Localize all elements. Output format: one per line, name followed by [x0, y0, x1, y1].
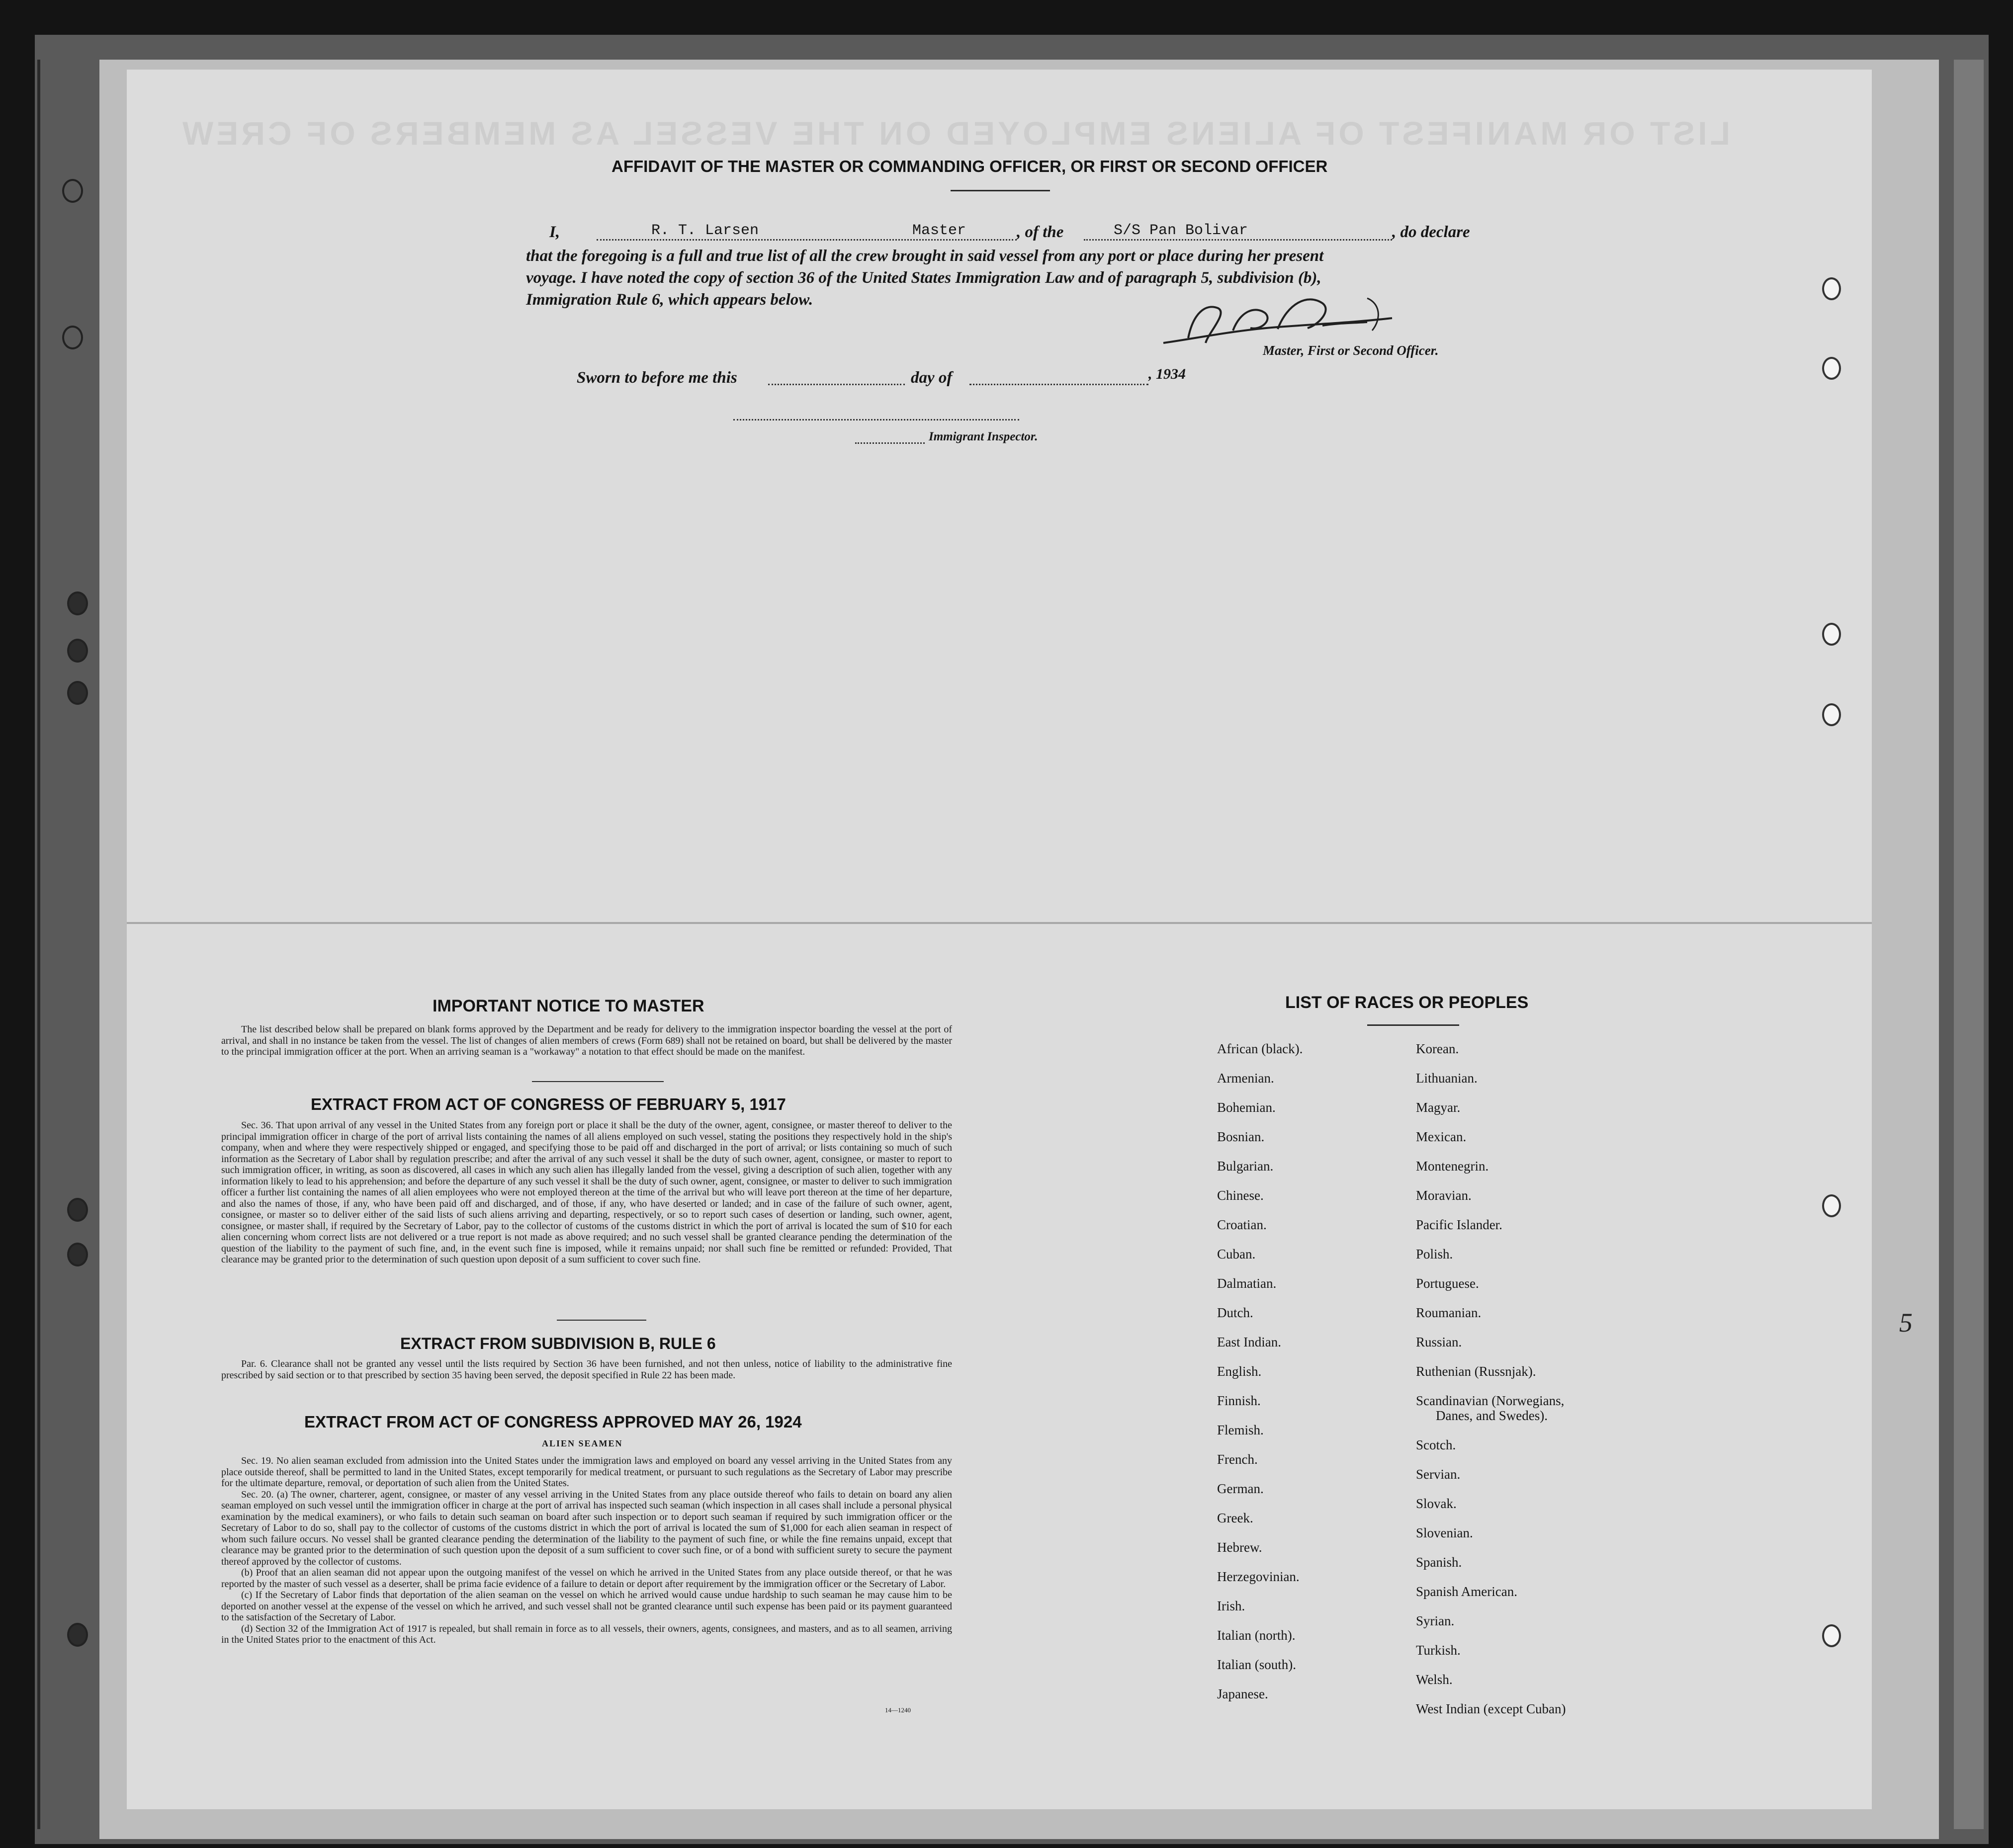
- affidavit-prefix: I,: [549, 223, 560, 241]
- race-item: Croatian.: [1217, 1217, 1267, 1232]
- master-name: R. T. Larsen: [651, 222, 759, 239]
- inspector-caption: Immigrant Inspector.: [929, 430, 1038, 443]
- race-item: Danes, and Swedes).: [1436, 1408, 1548, 1423]
- race-item: Finnish.: [1217, 1393, 1261, 1408]
- punch-hole: [1822, 703, 1841, 726]
- race-item: African (black).: [1217, 1041, 1303, 1056]
- races-right-column: [1416, 1034, 1566, 1724]
- notice-text: The list described below shall be prepared on blank forms approved by the Department and be ready for delivery to the immigration inspector boarding the vessel at the port of arrival, and shall in no instance be taken from the vessel. The list of changes of alien members of crews (Form 689) shall not be retained on board, but shall be delivered by the master to the principal immigration officer at the port. When an arriving seaman is a "workaway" a notation to that effect should be made on the manifest.: [221, 1024, 952, 1057]
- race-item: Chinese.: [1217, 1188, 1264, 1203]
- bleed-through-text: LIST OR MANIFEST OF ALIENS EMPLOYED ON THE VESSEL AS MEMBERS OF CREW: [179, 115, 1730, 152]
- binder-hole: [67, 1243, 88, 1266]
- punch-hole: [1822, 357, 1841, 380]
- master-rank: Master: [912, 222, 966, 239]
- extract-1917-body: [221, 1120, 952, 1265]
- race-item: Turkish.: [1416, 1643, 1461, 1658]
- binder-hole: [67, 639, 88, 663]
- race-item: East Indian.: [1217, 1335, 1281, 1349]
- declare-label: , do declare: [1392, 223, 1470, 241]
- sec-36-text: Sec. 36. That upon arrival of any vessel in the United States from any foreign port or place it shall be the duty of the owner, agent, consignee, or master thereof to deliver to the principal immigration officer in charge of the port of arrival lists containing the names of all aliens employed on such vessel, stating the positions they respectively hold in the ship's company, when and where they were respectively shipped or engaged, and specifying those to be paid off and discharged in the port of arrival; or lists containing so much of such information as the Secretary of Labor shall by regulation prescribe; and after the arrival of any such vessel it shall be the duty of such owner, agent, consignee, or master to report to such immigration officer, in writing, as soon as discovered, all cases in which any such alien has illegally landed from the vessel, giving a description of such alien, together with any information likely to lead to his apprehension; and before the departure of any such vessel it shall be the duty of such owner, agent, consignee, or master to deliver to such immigration officer a further list containing the names of all alien employees who were not employed thereon at the time of the arrival but who will leave port thereon at the time of her departure, and also the names of those, if any, who have been paid off and discharged, and of those, if any, who have deserted or landed; and in case of the failure of such owner, agent, consignee, or master so to deliver either of the said lists of such aliens arriving and departing, respectively, or so to report such cases of desertion or landing, such owner, agent, consignee, or master shall, if required by the Secretary of Labor, pay to the collector of customs of the customs district in which the port of arrival is located the sum of $10 for each alien concerning whom correct lists are not delivered or a true report is not made as above required; and no such vessel shall be granted clearance pending the determination of the question of the liability to the payment of such fine, and, in the event such fine is imposed, while it remains unpaid; nor shall such fine be remitted or refunded: Provided, That clearance may be granted prior to the determination of such question upon deposit of a sum sufficient to cover such fine.: [221, 1120, 952, 1265]
- race-item: French.: [1217, 1452, 1258, 1467]
- binder-spine-line: [37, 60, 40, 1829]
- race-item: Japanese.: [1217, 1686, 1268, 1701]
- race-item: Roumanian.: [1416, 1305, 1482, 1320]
- binder-hole: [62, 179, 83, 203]
- binder-edge: [1954, 60, 1984, 1829]
- race-item: Syrian.: [1416, 1613, 1455, 1628]
- signature-caption: Master, First or Second Officer.: [1263, 343, 1439, 358]
- race-item: Herzegovinian.: [1217, 1569, 1300, 1584]
- race-item: Greek.: [1217, 1511, 1253, 1525]
- race-item: Polish.: [1416, 1247, 1453, 1261]
- punch-hole: [1822, 623, 1841, 646]
- sworn-label: Sworn to before me this: [577, 369, 737, 387]
- inspector-dots: [855, 442, 925, 444]
- binder-hole: [67, 1198, 88, 1222]
- extract-1924-title: EXTRACT FROM ACT OF CONGRESS APPROVED MAY 26, 1924: [304, 1413, 802, 1431]
- extract-1917-rule: [557, 1320, 646, 1321]
- name-blank: [597, 239, 1017, 241]
- extract-rule6-body: [221, 1358, 952, 1381]
- race-item: Pacific Islander.: [1416, 1217, 1502, 1232]
- notice-body: [221, 1024, 952, 1058]
- race-item: Portuguese.: [1416, 1276, 1479, 1291]
- punch-hole: [1822, 1624, 1841, 1647]
- of-the-label: , of the: [1017, 223, 1064, 241]
- race-item: Spanish.: [1416, 1555, 1462, 1570]
- punch-hole: [1822, 1194, 1841, 1217]
- binder-hole: [62, 326, 83, 349]
- race-item: Moravian.: [1416, 1188, 1472, 1203]
- binder-hole: [67, 591, 88, 615]
- sec-20d-text: (d) Section 32 of the Immigration Act of 1917 is repealed, but shall remain in force as to all vessels, their owners, agents, consignees, and masters, and as to all seamen, arriving in the United States prior to the enactment of this Act.: [221, 1623, 952, 1645]
- race-item: Flemish.: [1217, 1423, 1264, 1437]
- race-item: Russian.: [1416, 1335, 1462, 1349]
- extract-1917-title: EXTRACT FROM ACT OF CONGRESS OF FEBRUARY 5, 1917: [311, 1095, 786, 1113]
- extract-1924-body: [221, 1455, 952, 1646]
- race-item: West Indian (except Cuban): [1416, 1701, 1566, 1716]
- race-item: Dalmatian.: [1217, 1276, 1277, 1291]
- inspector-signature-blank: [733, 419, 1019, 420]
- race-item: German.: [1217, 1481, 1264, 1496]
- race-item: Armenian.: [1217, 1071, 1274, 1086]
- race-item: Ruthenian (Russnjak).: [1416, 1364, 1536, 1379]
- race-item: Bulgarian.: [1217, 1159, 1274, 1174]
- sec-20b-text: (b) Proof that an alien seaman did not appear upon the outgoing manifest of the vessel on which he arrived in the United States from any place outside thereof, or that he was reported by the master of such vessel as a deserter, shall be prima facie evidence of a failure to detain or deport after requirement by the immigration officer or the Secretary of Labor.: [221, 1567, 952, 1590]
- races-rule: [1367, 1024, 1459, 1026]
- day-of-label: day of: [911, 369, 953, 387]
- margin-mark: 5: [1899, 1308, 1913, 1338]
- races-title: LIST OF RACES OR PEOPLES: [1285, 993, 1529, 1012]
- race-item: Lithuanian.: [1416, 1071, 1478, 1086]
- sec-19-text: Sec. 19. No alien seaman excluded from admission into the United States under the immigration laws and employed on board any vessel arriving in the United States from any place outside thereof, shall be permitted to land in the United States, except temporarily for medical treatment, or pursuant to such regulations as the Secretary of Labor may prescribe for the ultimate departure, removal, or deportation of such alien from the United States.: [221, 1455, 952, 1489]
- race-item: Slovak.: [1416, 1496, 1457, 1511]
- affidavit-line-3: voyage. I have noted the copy of section 36 of the United States Immigration Law and of paragraph 5, subdivision (b),: [526, 269, 1321, 287]
- race-item: Hebrew.: [1217, 1540, 1262, 1555]
- vessel-blank: [1084, 239, 1392, 241]
- notice-title: IMPORTANT NOTICE TO MASTER: [433, 997, 704, 1015]
- race-item: Italian (south).: [1217, 1657, 1296, 1672]
- alien-seamen-subtitle: ALIEN SEAMEN: [542, 1438, 623, 1448]
- race-item: Slovenian.: [1416, 1525, 1473, 1540]
- race-item: Scotch.: [1416, 1437, 1456, 1452]
- race-item: Italian (north).: [1217, 1628, 1296, 1643]
- affidavit-line-2: that the foregoing is a full and true list of all the crew brought in said vessel from any port or place during her present: [526, 247, 1324, 265]
- race-item: Welsh.: [1416, 1672, 1453, 1687]
- sworn-month-blank: [969, 384, 1148, 385]
- title-rule: [951, 190, 1050, 191]
- extract-rule6-title: EXTRACT FROM SUBDIVISION B, RULE 6: [400, 1335, 716, 1352]
- form-number: 14—1240: [885, 1706, 911, 1714]
- sworn-day-blank: [768, 384, 905, 385]
- par-6-text: Par. 6. Clearance shall not be granted any vessel until the lists required by Section 36 have been furnished, and not then unless, notice of liability to the administrative fine prescribed by said section or to that prescribed by section 35 having been served, the deposit specified in Rule 22 has been made.: [221, 1358, 952, 1381]
- affidavit-title: AFFIDAVIT OF THE MASTER OR COMMANDING OFFICER, OR FIRST OR SECOND OFFICER: [612, 157, 1328, 175]
- page-fold: [127, 922, 1872, 924]
- race-item: Cuban.: [1217, 1247, 1256, 1261]
- race-item: Montenegrin.: [1416, 1159, 1489, 1174]
- notice-rule: [532, 1081, 664, 1082]
- race-item: Spanish American.: [1416, 1584, 1517, 1599]
- races-left-column: [1217, 1034, 1303, 1709]
- race-item: Scandinavian (Norwegians,: [1416, 1393, 1565, 1408]
- race-item: Servian.: [1416, 1467, 1461, 1482]
- race-item: Irish.: [1217, 1598, 1245, 1613]
- binder-hole: [67, 681, 88, 705]
- punch-hole: [1822, 277, 1841, 300]
- race-item: Bosnian.: [1217, 1129, 1265, 1144]
- affidavit-line-4: Immigration Rule 6, which appears below.: [526, 291, 813, 309]
- race-item: English.: [1217, 1364, 1262, 1379]
- sec-20a-text: Sec. 20. (a) The owner, charterer, agent, consignee, or master of any vessel arriving in the United States from any place outside thereof who fails to detain on board any alien seaman employed on such vessel until the immigration officer in charge at the port of arrival has inspected such seaman (which inspection in all cases shall include a personal physical examination by the medical examiners), or who fails to detain such seaman on board after such inspection or to deport such seaman if required by such immigration officer or the Secretary of Labor to do so, shall pay to the collector of customs of the customs district in which the port of arrival is located the sum of $1,000 for each alien seaman in respect of whom such failure occurs. No vessel shall be granted clearance pending the determination of the liability to the payment of such fine, or while the fine remains unpaid, except that clearance may be granted prior to the determination of such question upon the deposit of a sum sufficient to cover such fine, or of a bond with sufficient surety to secure the payment thereof approved by the collector of customs.: [221, 1489, 952, 1567]
- sec-20c-text: (c) If the Secretary of Labor finds that deportation of the alien seaman on the vessel on which he arrived would cause undue hardship to such seaman he may cause him to be deported on another vessel at the expense of the vessel on which he arrived, and such vessel shall not be granted clearance until such expense has been paid or its payment guaranteed to the satisfaction of the Secretary of Labor.: [221, 1590, 952, 1623]
- race-item: Bohemian.: [1217, 1100, 1276, 1115]
- vessel-name: S/S Pan Bolivar: [1114, 222, 1248, 239]
- race-item: Mexican.: [1416, 1129, 1467, 1144]
- race-item: Dutch.: [1217, 1305, 1253, 1320]
- race-item: Korean.: [1416, 1041, 1459, 1056]
- race-item: Magyar.: [1416, 1100, 1461, 1115]
- sworn-year: , 1934: [1148, 366, 1186, 382]
- binder-hole: [67, 1623, 88, 1647]
